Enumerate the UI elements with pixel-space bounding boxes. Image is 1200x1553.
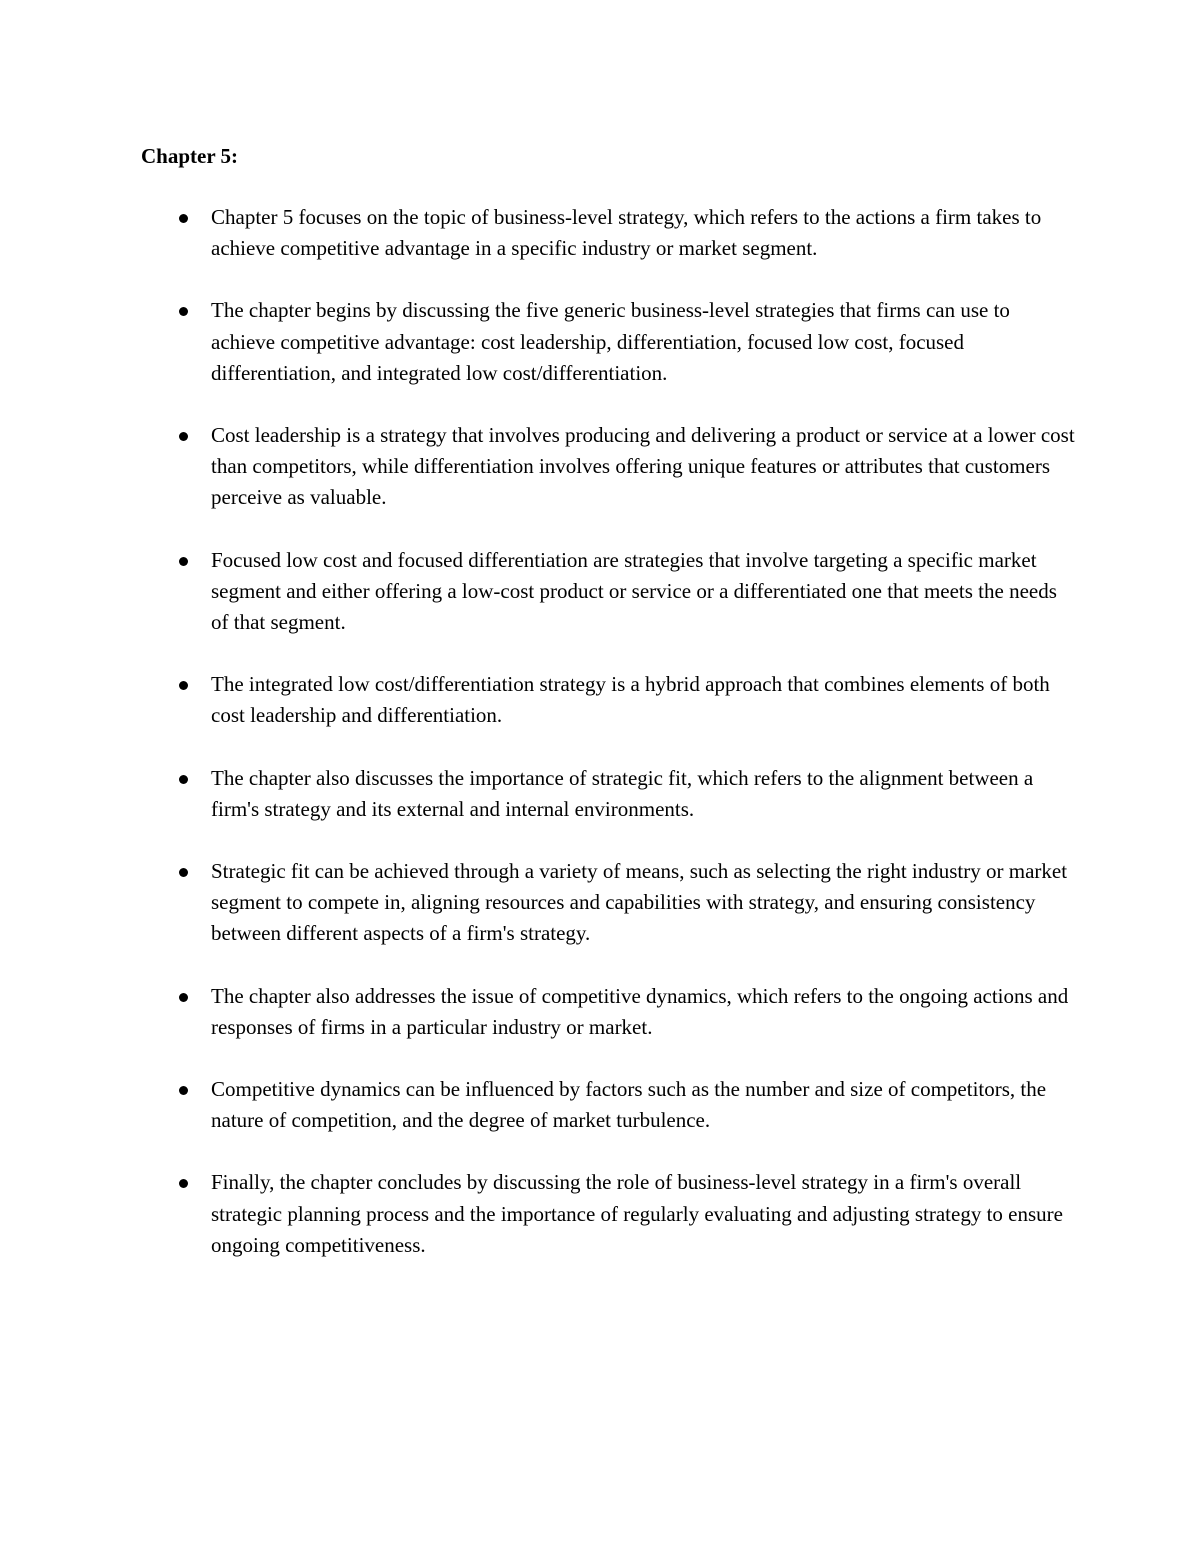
bullet-text: Chapter 5 focuses on the topic of business-level strategy, which refers to the actions a firm takes to achieve competitive advantage in a specific industry or market segment. bbox=[211, 205, 1042, 261]
bullet-point-icon bbox=[179, 214, 188, 223]
chapter-heading: Chapter 5: bbox=[141, 144, 239, 168]
bullet-item bbox=[0, 295, 1076, 389]
bullet-text: Finally, the chapter concludes by discussing the role of business-level strategy in a firm's overall strategic planning process and the importance of regularly evaluating and adjusting strategy to ensure ongoing competitiveness. bbox=[211, 1170, 1063, 1257]
bullet-text: The chapter also discusses the importance of strategic fit, which refers to the alignment between a firm's strategy and its external and internal environments. bbox=[211, 765, 1034, 821]
bullet-text: Strategic fit can be achieved through a variety of means, such as selecting the right industry or market segment to compete in, aligning resources and capabilities with strategy, and ensuring consistency between different aspects of a firm's strategy. bbox=[211, 859, 1068, 946]
bullet-text: Competitive dynamics can be influenced by factors such as the number and size of competitors, the nature of competition, and the degree of market turbulence. bbox=[211, 1077, 1047, 1133]
bullet-item bbox=[0, 1074, 1076, 1136]
bullet-text: Focused low cost and focused differentiation are strategies that involve targeting a specific market segment and either offering a low-cost product or service or a differentiated one that meets the needs of that segment. bbox=[211, 547, 1057, 635]
bullet-item bbox=[0, 981, 1076, 1043]
bullet-point-icon bbox=[179, 775, 188, 784]
bullet-item bbox=[0, 420, 1076, 514]
bullet-point-icon bbox=[179, 1086, 188, 1095]
bullet-list bbox=[0, 202, 1200, 1292]
bullet-text: The chapter also addresses the issue of competitive dynamics, which refers to the ongoing actions and responses of firms in a particular industry or market. bbox=[211, 983, 1069, 1039]
bullet-text: Cost leadership is a strategy that involves producing and delivering a product or service at a lower cost than competitors, while differentiation involves offering unique features or attributes that customers perceive as valuable. bbox=[211, 423, 1075, 510]
bullet-point-icon bbox=[179, 993, 188, 1002]
bullet-item bbox=[0, 202, 1076, 264]
bullet-item bbox=[0, 545, 1076, 639]
bullet-text: The chapter begins by discussing the five generic business-level strategies that firms can use to achieve competitive advantage: cost leadership, differentiation, focused low cost, focused differentiation, and integrated low cost/differentiation. bbox=[211, 298, 1010, 385]
bullet-point-icon bbox=[179, 307, 188, 316]
bullet-point-icon bbox=[179, 1179, 188, 1188]
bullet-item bbox=[0, 669, 1076, 731]
bullet-text: The integrated low cost/differentiation strategy is a hybrid approach that combines elements of both cost leadership and differentiation. bbox=[211, 672, 1050, 728]
bullet-point-icon bbox=[179, 432, 188, 441]
bullet-point-icon bbox=[179, 557, 188, 566]
bullet-item bbox=[0, 1167, 1076, 1261]
bullet-item bbox=[0, 763, 1076, 825]
bullet-point-icon bbox=[179, 681, 188, 690]
bullet-point-icon bbox=[179, 868, 188, 877]
bullet-item bbox=[0, 856, 1076, 950]
